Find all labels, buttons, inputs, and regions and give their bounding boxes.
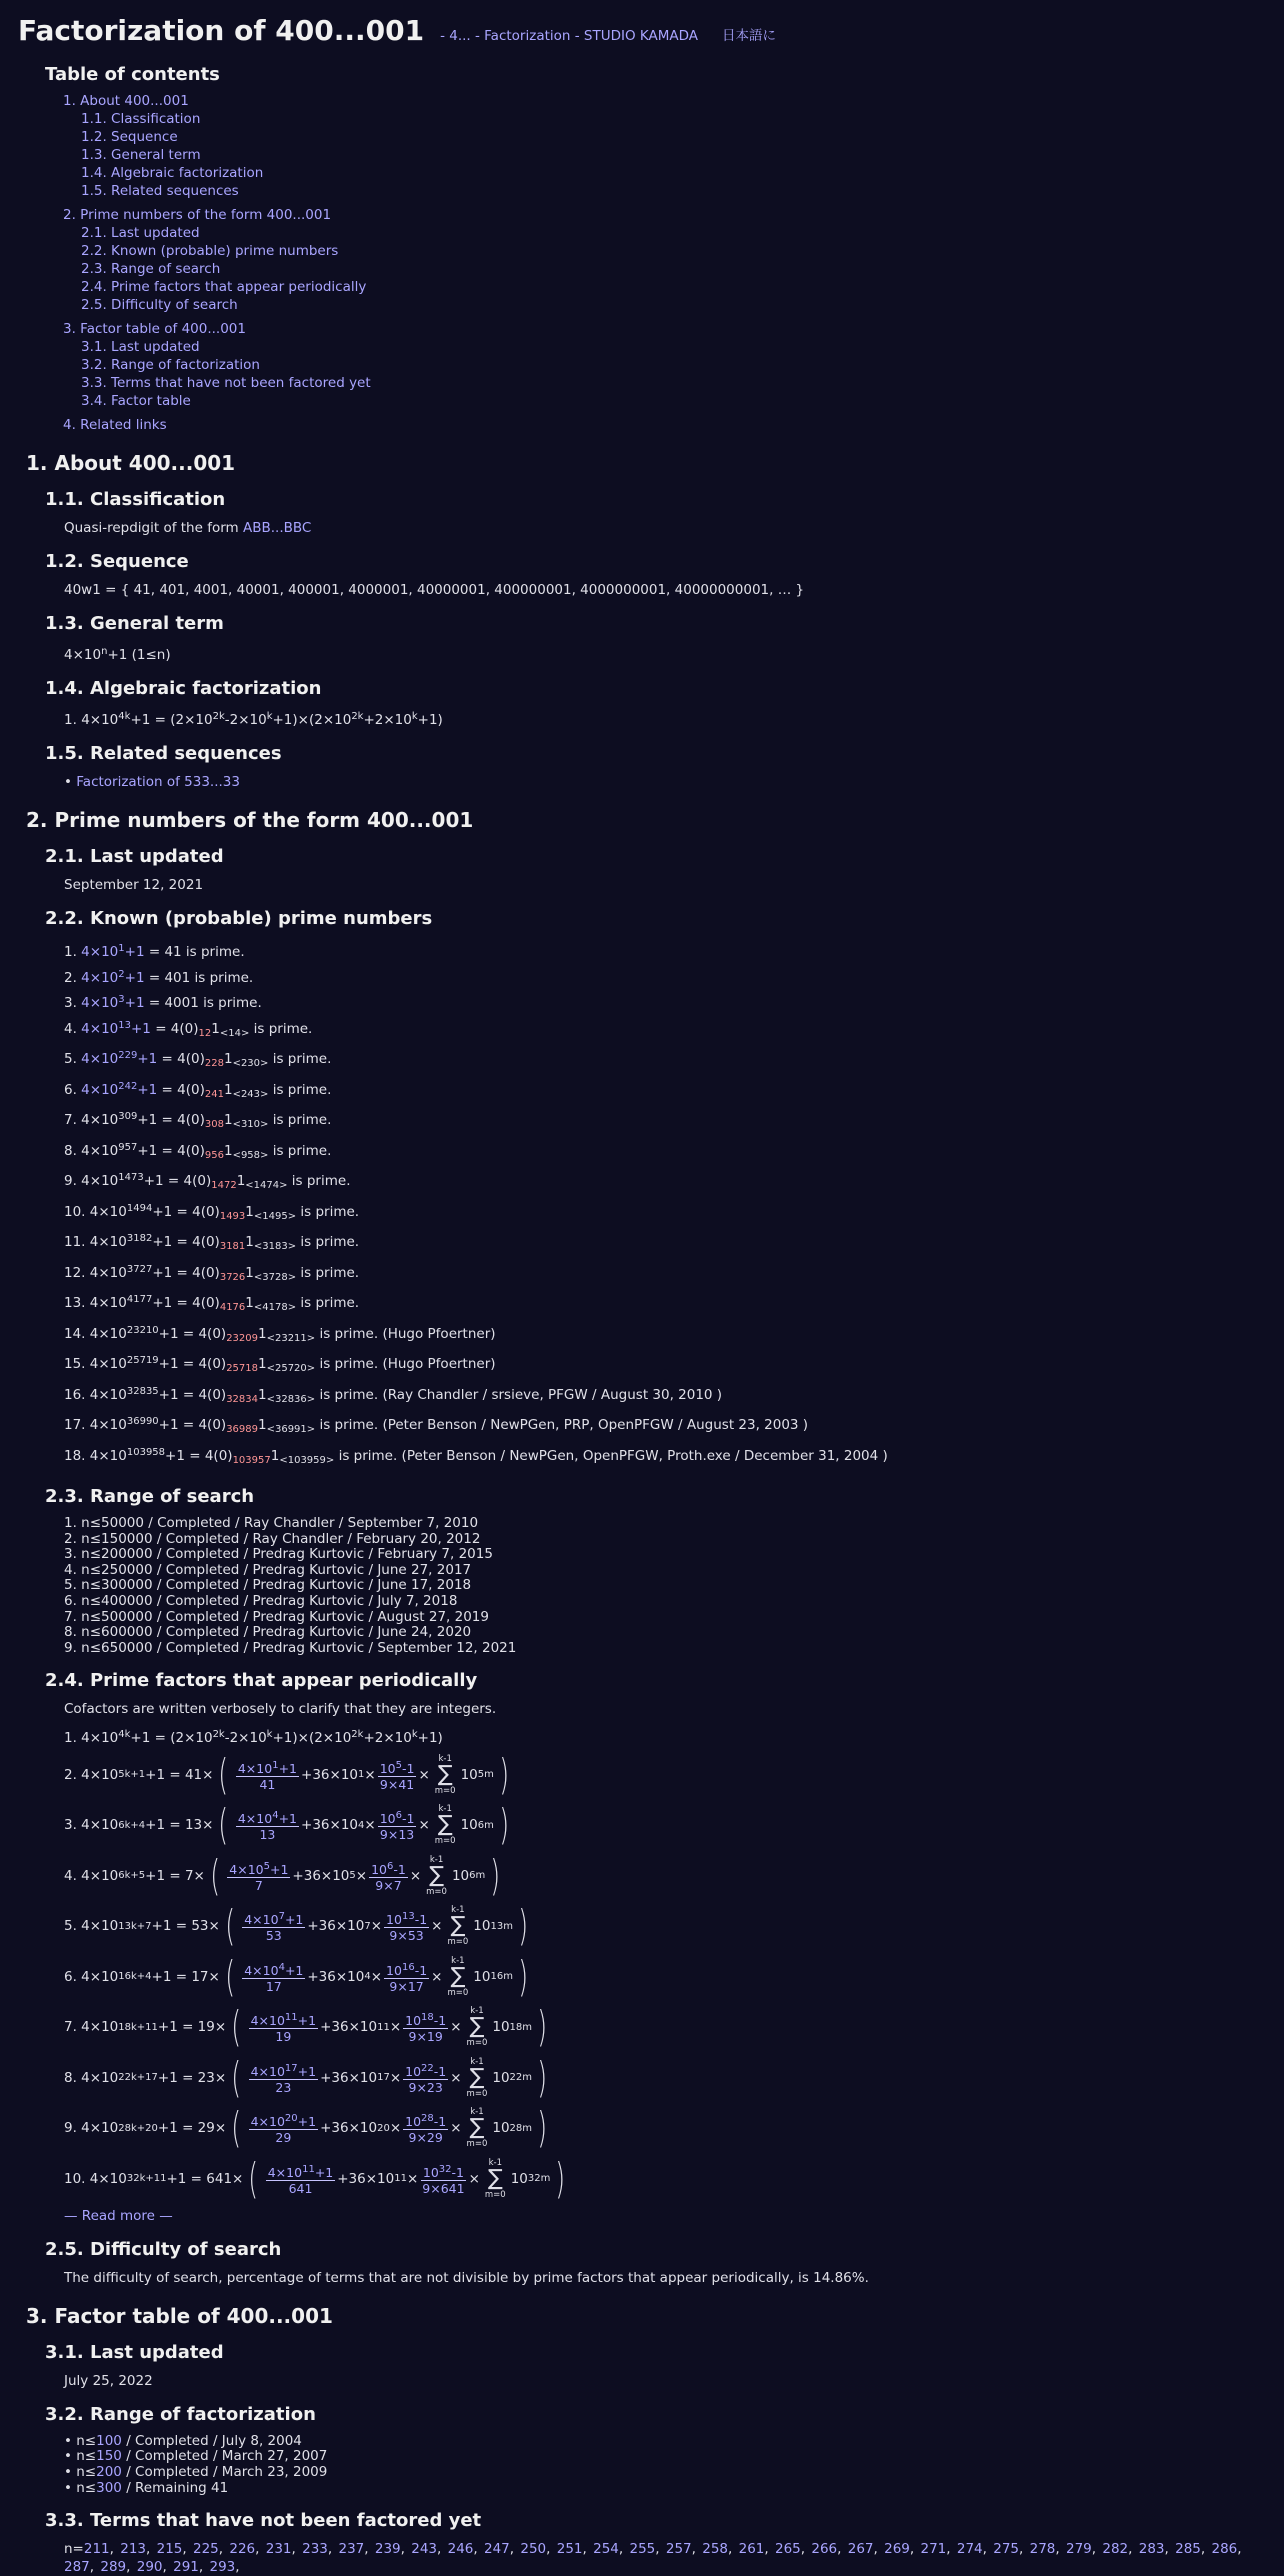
unfactored-term-link[interactable]: 261 — [738, 2541, 765, 2558]
sigma: ∑ — [469, 2064, 485, 2090]
sigma: ∑ — [429, 1862, 444, 1888]
periodic-item-1: 1. $4\times 10^{4k}+1 = (2\times 10^{2k}-2\times 10^k+1)\times(2\times 10^{2k}+2\times 10^k+1)$ — [64, 1729, 443, 1747]
unfactored-title: 3.3. Terms that have not been factored yet — [45, 2510, 482, 2532]
unfactored-term-link[interactable]: 282 — [1102, 2541, 1129, 2558]
prime-item: 16. $4\times 10^{32835}+1 = 4(0)_{32834}1_{<32836>}$ is prime. (Ray Chandler / srsieve, PFGW / August 30, 2010 ) — [64, 1385, 723, 1405]
unfactored-term-link[interactable]: 293 — [209, 2559, 236, 2576]
sum-lower: m=0 — [447, 1937, 469, 1948]
prime-expression: $4\times 10^{309}+1$ — [81, 1111, 158, 1128]
unfactored-term-link[interactable]: 226 — [229, 2541, 256, 2558]
unfactored-term-link[interactable]: 258 — [702, 2541, 729, 2558]
toc-link[interactable]: 2. Prime numbers of the form 400...001 — [63, 207, 332, 223]
sum-symbol — [447, 1905, 468, 1947]
sum-lower: m=0 — [426, 1886, 447, 1897]
factorization-range-item: • n≤300 / Remaining 41 — [64, 2479, 229, 2496]
toc-link[interactable]: 2.3. Range of search — [81, 261, 221, 277]
unfactored-term-link[interactable]: 246 — [447, 2541, 474, 2558]
header — [18, 0, 1266, 54]
toc-item — [63, 416, 1266, 434]
sum-symbol — [435, 1754, 456, 1796]
prime-item: 3. $4\times 10^3+1 = 4001$ is prime. — [64, 994, 262, 1011]
range-of-factorization-title: 3.2. Range of factorization — [45, 2403, 316, 2425]
unfactored-term-link[interactable]: 257 — [665, 2541, 692, 2558]
prime-expression: $4\times 10^{3727}+1$ — [89, 1263, 173, 1281]
fraction: $\frac{10^{32}-1}{9\times 641}$ — [422, 2163, 465, 2196]
related-title: 1.5. Related sequences — [45, 743, 282, 764]
prime-item: 9. $4\times 10^{1473}+1 = 4(0)_{1472}1_{<1474>}$ is prime. — [64, 1172, 351, 1191]
range-link[interactable]: 100 — [96, 2432, 122, 2449]
sum-upper: k-1 — [470, 2006, 484, 2017]
left-paren: ( — [231, 2052, 242, 2102]
fraction: $\frac{10^6-1}{9\times 13}$ — [379, 1810, 415, 1843]
unfactored-term-link[interactable]: 250 — [520, 2541, 547, 2558]
right-paren: ) — [499, 1749, 509, 1799]
unfactored-term-link[interactable]: 269 — [884, 2541, 910, 2558]
sum-symbol — [435, 1804, 456, 1846]
unfactored-term-link[interactable]: 283 — [1138, 2541, 1165, 2558]
right-paren: ) — [555, 2153, 566, 2203]
range-link[interactable]: 300 — [96, 2479, 122, 2496]
fraction: $\frac{4\times 10^4+1}{17}$ — [244, 1961, 304, 1994]
unfactored-terms: n=211, 213, 215, 225, 226, 231, 233, 237, 239, 243, 246, 247, 250, 251, 254, 255, 257, 258, 261, 265, 266, 267, 269, 271, 274, 275, 278, 279, 282, 283, 285, 286, 287, 289, 290, 291, 293, — [64, 2541, 1242, 2576]
unfactored-term-link[interactable]: 289 — [100, 2559, 127, 2576]
sigma: ∑ — [437, 1761, 453, 1787]
range-of-search-title: 2.3. Range of search — [45, 1486, 255, 1507]
sum-upper: k-1 — [438, 1753, 452, 1764]
prime-expression: $4\times 10^{103958}+1$ — [89, 1446, 185, 1464]
left-paren: ( — [231, 2002, 242, 2052]
classification-text — [64, 519, 1266, 537]
prime-link[interactable]: $4\times 10^1+1$ — [81, 943, 145, 960]
unfactored-term-link[interactable]: 211 — [83, 2541, 110, 2558]
right-paren: ) — [537, 2103, 548, 2153]
left-paren: ( — [225, 1951, 235, 2001]
classification-link[interactable]: ABB...BBC — [242, 520, 312, 536]
factorization-range-item: • n≤150 / Completed / March 27, 2007 — [64, 2448, 328, 2465]
left-paren: ( — [210, 1850, 220, 1900]
related-link[interactable]: Factorization of 533...33 — [76, 774, 240, 790]
unfactored-term-link[interactable]: 278 — [1029, 2541, 1056, 2558]
prime-expression: $4\times 10^{4177}+1$ — [89, 1294, 173, 1311]
last-updated-date: September 12, 2021 — [64, 877, 204, 893]
toc-link[interactable]: 1.1. Classification — [81, 111, 201, 127]
toc-link[interactable]: 2.1. Last updated — [81, 225, 200, 241]
factor-last-updated-title: 3.1. Last updated — [45, 2341, 224, 2363]
toc-subitem — [81, 224, 1266, 242]
toc-subitem — [81, 278, 1266, 296]
difficulty-title: 2.5. Difficulty of search — [45, 2238, 282, 2260]
sum-upper: k-1 — [451, 1905, 465, 1916]
section-1-title: 1. About 400...001 — [26, 451, 236, 475]
classification-label: Quasi-repdigit of the form — [64, 520, 243, 536]
prime-expression: $4\times 10^{23210}+1$ — [89, 1324, 179, 1342]
fraction: $\frac{4\times 10^{17}+1}{23}$ — [250, 2062, 317, 2095]
prime-expression: $4\times 10^{32835}+1$ — [89, 1385, 179, 1403]
toc-link[interactable]: 1.2. Sequence — [81, 129, 178, 145]
sum-symbol — [426, 1855, 447, 1897]
toc-link[interactable]: 1. About 400...001 — [63, 93, 189, 109]
sigma: ∑ — [450, 1963, 466, 1989]
unfactored-term-link[interactable]: 267 — [847, 2541, 874, 2558]
toc-subitem — [81, 356, 1266, 374]
fraction: $\frac{4\times 10^{20}+1}{29}$ — [250, 2113, 317, 2146]
sequence-title: 1.2. Sequence — [45, 551, 189, 572]
fraction: $\frac{4\times 10^4+1}{13}$ — [237, 1810, 298, 1843]
prime-item: 5. $4\times 10^{229}+1 = 4(0)_{228}1_{<230>}$ is prime. — [64, 1050, 332, 1069]
prime-link[interactable]: $4\times 10^3+1$ — [81, 994, 145, 1011]
range-item: 5. n≤300000 / Completed / Predrag Kurtovic / June 17, 2018 — [64, 1577, 472, 1594]
fraction: $\frac{10^5-1}{9\times 41}$ — [379, 1759, 415, 1792]
toc-title: Table of contents — [45, 64, 220, 85]
algebraic-formula: 1. $4\times 10^{4k}+1 = (2\times 10^{2k}-2\times 10^k+1)\times(2\times 10^{2k}+2\times 10^k+1)$ — [64, 711, 443, 728]
periodic-item: 6. 4×10 16k+4 +1 = 17× ( $\frac{4\times 10^4+1}{17}$ +36×10 4 × $\frac{10^{16}-1}{9\times 17}$ × k-1 ∑ m=0 10 16m ) — [64, 1951, 529, 2001]
factor-last-updated-date: July 25, 2022 — [64, 2372, 153, 2389]
sequence-text: 40w1 = { 41, 401, 4001, 40001, 400001, 4000001, 40000001, 400000001, 4000000001, 40000000001, … } — [64, 582, 805, 598]
unfactored-term-link[interactable]: 231 — [265, 2541, 292, 2558]
range-link[interactable]: 150 — [96, 2448, 122, 2465]
range-of-factorization-list — [18, 2434, 1266, 2496]
toc-subitem — [81, 164, 1266, 182]
unfactored-term-link[interactable]: 233 — [302, 2541, 328, 2558]
left-paren: ( — [218, 1749, 229, 1799]
periodic-item: 10. 4×10 32k+11 +1 = 641× ( $\frac{4\times 10^{11}+1}{641}$ +36×10 11 × $\frac{10^{32}-1}{9\times 641}$ × k-1 ∑ m=0 10 32m ) — [64, 2153, 566, 2203]
unfactored-term-link[interactable]: 247 — [484, 2541, 510, 2558]
prime-item: 11. $4\times 10^{3182}+1 = 4(0)_{3181}1_{<3183>}$ is prime. — [64, 1233, 360, 1252]
prime-item: 10. $4\times 10^{1494}+1 = 4(0)_{1493}1_{<1495>}$ is prime. — [64, 1202, 360, 1222]
prime-item: 6. $4\times 10^{242}+1 = 4(0)_{241}1_{<243>}$ is prime. — [64, 1080, 332, 1100]
toc-link[interactable]: 2.5. Difficulty of search — [81, 297, 238, 313]
prime-link[interactable]: $4\times 10^{229}+1$ — [81, 1050, 158, 1067]
unfactored-term-link[interactable]: 254 — [593, 2541, 619, 2558]
toc-link[interactable]: 1.5. Related sequences — [81, 183, 239, 199]
toc-item — [63, 206, 1266, 224]
sum-lower: m=0 — [434, 1785, 456, 1796]
read-more-link[interactable]: — Read more — — [64, 2207, 173, 2224]
unfactored-term-link[interactable]: 275 — [993, 2541, 1020, 2558]
sum-symbol — [485, 2158, 506, 2200]
left-paren: ( — [218, 1800, 229, 1850]
toc-link[interactable]: 3.1. Last updated — [81, 339, 200, 355]
section-2-title: 2. Prime numbers of the form 400...001 — [26, 808, 474, 832]
fraction: $\frac{4\times 10^{11}+1}{19}$ — [250, 2012, 317, 2045]
toc-link[interactable]: 1.4. Algebraic factorization — [81, 165, 264, 181]
periodic-item: 2. 4×10 5k+1 +1 = 41× ( $\frac{4\times 10^1+1}{41}$ +36×10 1 × $\frac{10^5-1}{9\times 41}$ × k-1 ∑ m=0 10 5m ) — [64, 1749, 509, 1799]
sigma: ∑ — [487, 2165, 503, 2191]
toc-link[interactable]: 3.3. Terms that have not been factored yet — [81, 375, 371, 391]
unfactored-term-link[interactable]: 274 — [956, 2541, 983, 2558]
range-item: 4. n≤250000 / Completed / Predrag Kurtovic / June 27, 2017 — [64, 1561, 472, 1578]
range-of-search-list — [18, 1516, 1266, 1656]
unfactored-term-link[interactable]: 265 — [775, 2541, 801, 2558]
unfactored-term-link[interactable]: 291 — [173, 2559, 199, 2576]
sum-upper: k-1 — [470, 2107, 484, 2118]
general-term-formula: $4\times 10^n+1$ (1≤n) — [64, 646, 171, 663]
sum-upper: k-1 — [451, 1955, 465, 1966]
prime-expression: $4\times 10^{25719}+1$ — [89, 1355, 179, 1372]
periodic-factors-title: 2.4. Prime factors that appear periodically — [45, 1670, 478, 1692]
sum-lower: m=0 — [434, 1836, 456, 1847]
page-title: Factorization of 400...001 — [18, 14, 425, 47]
prime-item: 14. $4\times 10^{23210}+1 = 4(0)_{23209}1_{<23211>}$ is prime. (Hugo Pfoertner) — [64, 1324, 496, 1344]
known-primes-list — [18, 938, 1266, 1472]
sum-upper: k-1 — [429, 1854, 444, 1865]
right-paren: ) — [537, 2002, 548, 2052]
range-item: 7. n≤500000 / Completed / Predrag Kurtovic / August 27, 2019 — [64, 1608, 489, 1625]
unfactored-term-link[interactable]: 286 — [1211, 2541, 1238, 2558]
toc-list — [45, 92, 1266, 434]
section-3-title: 3. Factor table of 400...001 — [26, 2303, 333, 2328]
unfactored-term-link[interactable]: 251 — [556, 2541, 583, 2558]
fraction: $\frac{10^{13}-1}{9\times 53}$ — [386, 1911, 428, 1944]
prime-item: 18. $4\times 10^{103958}+1 = 4(0)_{103957}1_{<103959>}$ is prime. (Peter Benson / NewPGen, OpenPFGW, Proth.exe / December 31, 2004 ) — [64, 1446, 888, 1466]
toc-link[interactable]: 3.2. Range of factorization — [81, 357, 260, 373]
prime-expression: $4\times 10^{1473}+1$ — [81, 1172, 164, 1189]
prime-link[interactable]: $4\times 10^{242}+1$ — [81, 1080, 158, 1098]
read-more — [64, 2207, 1266, 2225]
toc-subitem — [81, 296, 1266, 314]
sum-upper: k-1 — [470, 2056, 484, 2067]
fraction: $\frac{10^{28}-1}{9\times 29}$ — [405, 2113, 447, 2146]
left-paren: ( — [231, 2103, 242, 2153]
breadcrumb-link[interactable]: - 4... - Factorization - STUDIO KAMADA — [440, 28, 699, 44]
range-item: 3. n≤200000 / Completed / Predrag Kurtovic / February 7, 2015 — [64, 1546, 493, 1563]
toc-subitem — [81, 110, 1266, 128]
fraction: $\frac{4\times 10^7+1}{53}$ — [244, 1911, 304, 1944]
prime-item: 8. $4\times 10^{957}+1 = 4(0)_{956}1_{<958>}$ is prime. — [64, 1141, 332, 1161]
toc-subitem — [81, 392, 1266, 410]
prime-expression: $4\times 10^{957}+1$ — [81, 1141, 158, 1159]
fraction: $\frac{10^{18}-1}{9\times 19}$ — [405, 2012, 447, 2045]
sum-upper: k-1 — [438, 1804, 452, 1815]
sum-lower: m=0 — [466, 2038, 488, 2049]
sum-upper: k-1 — [488, 2157, 502, 2168]
table-of-contents — [45, 64, 1266, 434]
unfactored-term-link[interactable]: 243 — [411, 2541, 438, 2558]
related-item: • Factorization of 533...33 — [64, 774, 240, 790]
unfactored-term-link[interactable]: 290 — [136, 2559, 163, 2576]
right-paren: ) — [537, 2052, 548, 2102]
last-updated-title: 2.1. Last updated — [45, 846, 224, 867]
toc-subitem — [81, 182, 1266, 200]
periodic-item: 5. 4×10 13k+7 +1 = 53× ( $\frac{4\times 10^7+1}{53}$ +36×10 7 × $\frac{10^{13}-1}{9\times 53}$ × k-1 ∑ m=0 10 13m ) — [64, 1901, 529, 1951]
prime-item: 17. $4\times 10^{36990}+1 = 4(0)_{36989}1_{<36991>}$ is prime. (Peter Benson / NewPGen, PRP, OpenPFGW / August 23, 2003 ) — [64, 1416, 809, 1435]
unfactored-term-link[interactable]: 271 — [920, 2541, 947, 2558]
toc-item — [63, 320, 1266, 338]
fraction: $\frac{4\times 10^{11}+1}{641}$ — [267, 2163, 334, 2196]
unfactored-term-link[interactable]: 255 — [629, 2541, 656, 2558]
language-link[interactable]: 日本語に — [722, 28, 777, 44]
sum-lower: m=0 — [466, 2139, 488, 2150]
prime-item: 7. $4\times 10^{309}+1 = 4(0)_{308}1_{<310>}$ is prime. — [64, 1111, 332, 1130]
prime-item: 1. $4\times 10^1+1 = 41$ is prime. — [64, 943, 245, 960]
unfactored-term-link[interactable]: 266 — [811, 2541, 838, 2558]
periodic-item: 9. 4×10 28k+20 +1 = 29× ( $\frac{4\times 10^{20}+1}{29}$ +36×10 20 × $\frac{10^{28}-1}{9\times 29}$ × k-1 ∑ m=0 10 28m ) — [64, 2103, 548, 2153]
algebraic-title: 1.4. Algebraic factorization — [45, 678, 322, 699]
prime-item: 15. $4\times 10^{25719}+1 = 4(0)_{25718}1_{<25720>}$ is prime. (Hugo Pfoertner) — [64, 1355, 496, 1374]
prime-link[interactable]: $4\times 10^{13}+1$ — [81, 1019, 151, 1037]
sum-symbol — [447, 1956, 468, 1998]
unfactored-term-link[interactable]: 213 — [120, 2541, 147, 2558]
range-item: 8. n≤600000 / Completed / Predrag Kurtovic / June 24, 2020 — [64, 1624, 472, 1641]
toc-subitem — [81, 128, 1266, 146]
toc-link[interactable]: 3. Factor table of 400...001 — [63, 321, 246, 337]
sigma: ∑ — [469, 2014, 485, 2040]
toc-link[interactable]: 4. Related links — [63, 417, 167, 433]
fraction: $\frac{10^6-1}{9\times 7}$ — [371, 1860, 406, 1893]
right-paren: ) — [490, 1850, 501, 1900]
toc-subitem — [81, 242, 1266, 260]
periodic-item: 8. 4×10 22k+17 +1 = 23× ( $\frac{4\times 10^{17}+1}{23}$ +36×10 17 × $\frac{10^{22}-1}{9\times 23}$ × k-1 ∑ m=0 10 22m ) — [64, 2052, 548, 2102]
unfactored-term-link[interactable]: 279 — [1066, 2541, 1092, 2558]
periodic-item: 4. 4×10 6k+5 +1 = 7× ( $\frac{4\times 10^5+1}{7}$ +36×10 5 × $\frac{10^6-1}{9\times 7}$ × k-1 ∑ m=0 10 6m ) — [64, 1850, 501, 1900]
sum-lower: m=0 — [484, 2189, 506, 2200]
unfactored-term-link[interactable]: 215 — [156, 2541, 183, 2558]
toc-subitem — [81, 260, 1266, 278]
right-paren: ) — [518, 1951, 529, 2001]
unfactored-term-link[interactable]: 287 — [64, 2559, 90, 2576]
prime-item: 12. $4\times 10^{3727}+1 = 4(0)_{3726}1_{<3728>}$ is prime. — [64, 1263, 360, 1283]
factorization-range-item: • n≤200 / Completed / March 23, 2009 — [64, 2464, 328, 2481]
classification-title: 1.1. Classification — [45, 489, 226, 510]
toc-subitem — [81, 338, 1266, 356]
sigma: ∑ — [437, 1812, 453, 1838]
range-item: 6. n≤400000 / Completed / Predrag Kurtovic / July 7, 2018 — [64, 1592, 458, 1609]
prime-item: 2. $4\times 10^2+1 = 401$ is prime. — [64, 968, 254, 986]
prime-expression: $4\times 10^{36990}+1$ — [89, 1416, 179, 1433]
sum-lower: m=0 — [466, 2088, 488, 2099]
toc-link[interactable]: 3.4. Factor table — [81, 393, 191, 409]
unfactored-term-link[interactable]: 237 — [338, 2541, 365, 2558]
toc-subitem — [81, 146, 1266, 164]
periodic-factors-list — [18, 1749, 1266, 2204]
fraction: $\frac{10^{22}-1}{9\times 23}$ — [405, 2062, 447, 2095]
difficulty-text: The difficulty of search, percentage of terms that are not divisible by prime factors that appear periodically, is 14.86%. — [64, 2269, 869, 2286]
periodic-intro: Cofactors are written verbosely to clarify that they are integers. — [64, 1701, 497, 1718]
factorization-range-item: • n≤100 / Completed / July 8, 2004 — [64, 2432, 302, 2449]
range-item: 9. n≤650000 / Completed / Predrag Kurtovic / September 12, 2021 — [64, 1639, 517, 1656]
periodic-item: 3. 4×10 6k+4 +1 = 13× ( $\frac{4\times 10^4+1}{13}$ +36×10 4 × $\frac{10^6-1}{9\times 13}$ × k-1 ∑ m=0 10 6m ) — [64, 1800, 509, 1850]
toc-subitem — [81, 374, 1266, 392]
periodic-item: 7. 4×10 18k+11 +1 = 19× ( $\frac{4\times 10^{11}+1}{19}$ +36×10 11 × $\frac{10^{18}-1}{9\times 19}$ × k-1 ∑ m=0 10 18m ) — [64, 2002, 548, 2052]
toc-link[interactable]: 2.4. Prime factors that appear periodically — [81, 279, 367, 295]
range-item: 1. n≤50000 / Completed / Ray Chandler / September 7, 2010 — [64, 1515, 479, 1531]
sigma: ∑ — [469, 2115, 485, 2141]
sum-lower: m=0 — [447, 1987, 469, 1998]
right-paren: ) — [499, 1800, 509, 1850]
fraction: $\frac{10^{16}-1}{9\times 17}$ — [386, 1961, 428, 1994]
unfactored-term-link[interactable]: 225 — [193, 2541, 219, 2558]
sum-symbol — [467, 2107, 488, 2149]
toc-item — [63, 92, 1266, 110]
sum-symbol — [467, 2057, 488, 2099]
left-paren: ( — [248, 2153, 259, 2203]
known-primes-title: 2.2. Known (probable) prime numbers — [45, 908, 433, 929]
prime-item: 13. $4\times 10^{4177}+1 = 4(0)_{4176}1_{<4178>}$ is prime. — [64, 1294, 360, 1313]
sum-symbol — [467, 2006, 488, 2048]
left-paren: ( — [225, 1901, 235, 1951]
prime-link[interactable]: $4\times 10^2+1$ — [81, 968, 145, 986]
prime-expression: $4\times 10^{1494}+1$ — [89, 1202, 173, 1220]
unfactored-term-link[interactable]: 285 — [1175, 2541, 1201, 2558]
range-item: 2. n≤150000 / Completed / Ray Chandler / February 20, 2012 — [64, 1530, 481, 1547]
prime-item: 4. $4\times 10^{13}+1 = 4(0)_{12}1_{<14>}$ is prime. — [64, 1019, 313, 1039]
sigma: ∑ — [450, 1913, 466, 1939]
fraction: $\frac{4\times 10^1+1}{41}$ — [237, 1759, 298, 1792]
general-term-title: 1.3. General term — [45, 613, 224, 634]
unfactored-term-link[interactable]: 239 — [374, 2541, 401, 2558]
range-link[interactable]: 200 — [96, 2464, 122, 2481]
toc-link[interactable]: 1.3. General term — [81, 147, 201, 163]
right-paren: ) — [518, 1901, 529, 1951]
fraction: $\frac{4\times 10^5+1}{7}$ — [229, 1860, 289, 1893]
prime-expression: $4\times 10^{3182}+1$ — [89, 1233, 173, 1250]
toc-link[interactable]: 2.2. Known (probable) prime numbers — [81, 243, 339, 259]
